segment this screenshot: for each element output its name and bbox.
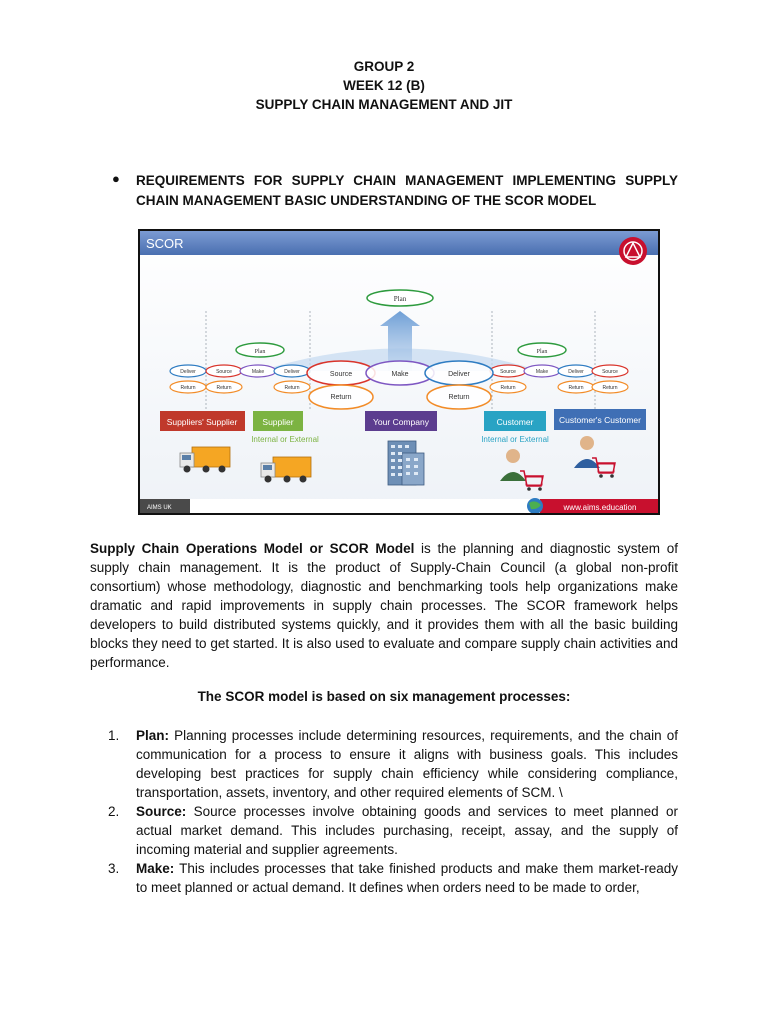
center-make-label: Make <box>391 371 409 378</box>
doc-group-title: GROUP 2 <box>353 59 415 74</box>
left-small-return-2: Return <box>216 385 232 391</box>
left-small-deliver-1: Deliver <box>180 369 196 375</box>
top-plan-label: Plan <box>393 295 407 303</box>
list-term: Make: <box>136 861 175 876</box>
figure-footer-left: AIMS UK <box>147 505 172 511</box>
right-small-source-1: Source <box>500 369 516 375</box>
center-source-label: Source <box>329 371 353 378</box>
your-company-label: Your Company <box>373 417 429 427</box>
bullet-item <box>112 171 678 211</box>
supplier-label: Supplier <box>262 417 294 427</box>
right-small-deliver: Deliver <box>568 369 584 375</box>
doc-week-title: WEEK 12 (B) <box>343 78 425 93</box>
center-return-left-label: Return <box>330 394 352 401</box>
logo-icon <box>619 237 647 265</box>
paragraph-bold-lead: Supply Chain Operations Model or SCOR Model <box>90 541 415 556</box>
left-small-source: Source <box>216 369 232 375</box>
doc-main-title: SUPPLY CHAIN MANAGEMENT AND JIT <box>255 97 513 112</box>
right-small-make: Make <box>535 369 549 375</box>
scor-diagram <box>140 231 658 513</box>
left-small-return-1: Return <box>180 385 196 391</box>
right-small-return-3: Return <box>602 385 618 391</box>
scor-figure <box>138 229 660 515</box>
internal-external-right: Internal or External <box>481 435 549 444</box>
list-term: Plan: <box>136 728 170 743</box>
right-small-return-2: Return <box>568 385 584 391</box>
list-number: 2. <box>108 804 120 819</box>
left-small-return-3: Return <box>284 385 300 391</box>
process-list <box>108 726 678 897</box>
list-item <box>108 726 678 802</box>
list-text: Planning processes include determining resources, requirements, and the chain of communication for a process to ensure it aligns with business goals. This includes developing best practices for supply chain efficiency while considering compliance, transportation, assets, inventory, and other required elements of SCM. \ <box>136 728 678 800</box>
right-small-source-2: Source <box>602 369 618 375</box>
list-term: Source: <box>136 804 187 819</box>
processes-subheading: The SCOR model is based on six management processes: <box>197 689 571 704</box>
figure-title: SCOR <box>146 236 184 251</box>
left-plan-label: Plan <box>254 349 266 355</box>
list-item <box>108 859 678 897</box>
list-item <box>108 802 678 859</box>
left-small-deliver-2: Deliver <box>284 369 300 375</box>
center-return-right-label: Return <box>448 394 470 401</box>
list-number: 1. <box>108 728 120 743</box>
figure-title-bar <box>140 231 658 255</box>
paragraph-body: is the planning and diagnostic system of supply chain management. It is the product of Supply-Chain Council (a global non-profit consortium) whose methodology, diagnostic and benchmarking tools help organizations make dramatic and rapid improvements in supply chain processes. The SCOR framework helps developers to build distributed systems quickly, and it provides them with all the basic building blocks they need to get started. It is also used to evaluate and compare supply chain activities and performance. <box>90 541 678 670</box>
list-text: This includes processes that take finished products and make them market-ready to meet planned or actual demand. It defines when orders need to be made to order, <box>136 861 678 895</box>
list-text: Source processes involve obtaining goods and services to meet planned or actual market demand. This includes purchasing, receipt, assay, and the supply of incoming material and supplier agreements. <box>136 804 678 857</box>
customer-label: Customer <box>496 417 534 427</box>
customers-customer-label: Customer's Customer <box>559 415 641 425</box>
left-small-make: Make <box>251 369 265 375</box>
right-plan-label: Plan <box>536 349 548 355</box>
list-number: 3. <box>108 861 120 876</box>
scor-description-paragraph <box>90 539 678 672</box>
bullet-text: REQUIREMENTS FOR SUPPLY CHAIN MANAGEMENT IMPLEMENTING SUPPLY CHAIN MANAGEMENT BASIC UNDERSTANDING OF THE SCOR MODEL <box>136 173 678 208</box>
internal-external-left: Internal or External <box>251 435 319 444</box>
figure-footer-url: www.aims.education <box>563 503 637 512</box>
center-deliver-label: Deliver <box>448 371 470 378</box>
right-small-return-1: Return <box>500 385 516 391</box>
bullet-dot-icon: ● <box>112 171 120 186</box>
suppliers-supplier-label: Suppliers' Supplier <box>166 417 238 427</box>
